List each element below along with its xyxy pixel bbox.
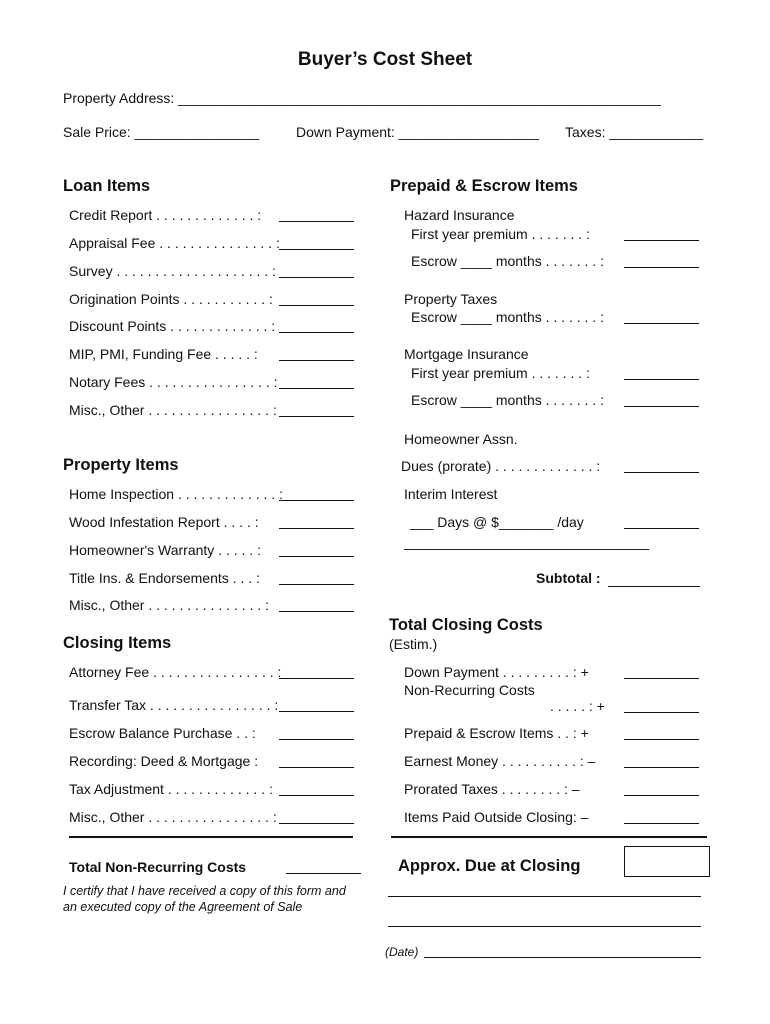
page-title: Buyer’s Cost Sheet (297, 49, 473, 70)
total-non-recurring-dots: . . . . . : + (550, 698, 605, 714)
tax-adjustment-amount-line[interactable] (279, 795, 354, 796)
closing-item-misc-other: Misc., Other . . . . . . . . . . . . . . . . : (69, 809, 277, 825)
property-items-heading: Property Items (63, 456, 179, 474)
loan-item-survey: Survey . . . . . . . . . . . . . . . . . . . . : (69, 263, 276, 279)
closing-item-recording: Recording: Deed & Mortgage : (69, 753, 259, 769)
survey-amount-line[interactable] (279, 277, 354, 278)
down-payment-field[interactable]: Down Payment: __________________ (296, 124, 539, 140)
subtotal-amount-line[interactable] (608, 586, 700, 587)
total-down-payment-amount-line[interactable] (624, 678, 699, 679)
closing-items-heading: Closing Items (63, 634, 172, 652)
mortgage-first-year-amount-line[interactable] (624, 379, 699, 380)
property-taxes-label: Property Taxes (404, 291, 498, 307)
origination-points-amount-line[interactable] (279, 305, 354, 306)
signature-line-1[interactable] (388, 896, 701, 897)
hazard-first-year-label: First year premium . . . . . . . : (411, 226, 590, 242)
total-down-payment-label: Down Payment . . . . . . . . . : + (404, 664, 589, 680)
closing-item-escrow-balance: Escrow Balance Purchase . . : (69, 725, 256, 741)
hazard-escrow-amount-line[interactable] (624, 267, 699, 268)
closing-item-tax-adjustment: Tax Adjustment . . . . . . . . . . . . . : (69, 781, 273, 797)
loan-item-notary-fees: Notary Fees . . . . . . . . . . . . . . . . : (69, 374, 278, 390)
approx-due-divider (391, 836, 707, 838)
mortgage-escrow-label: Escrow ____ months . . . . . . . : (411, 392, 604, 408)
interim-days-label[interactable]: ___ Days @ $_______ /day (410, 514, 584, 530)
appraisal-fee-amount-line[interactable] (279, 249, 354, 250)
certify-text-line-1: I certify that I have received a copy of this form and (63, 884, 346, 898)
total-non-recurring-label: Total Non-Recurring Costs (69, 859, 247, 875)
loan-item-misc-other: Misc., Other . . . . . . . . . . . . . . . . : (69, 402, 277, 418)
loan-item-appraisal-fee: Appraisal Fee . . . . . . . . . . . . . . . : (69, 235, 280, 251)
loan-item-discount-points: Discount Points . . . . . . . . . . . . . : (69, 318, 276, 334)
certify-text-line-2: an executed copy of the Agreement of Sale (63, 900, 303, 914)
earnest-money-label: Earnest Money . . . . . . . . . . : – (404, 753, 596, 769)
attorney-fee-amount-line[interactable] (279, 678, 354, 679)
sale-price-field[interactable]: Sale Price: ________________ (63, 124, 260, 140)
taxes-escrow-label: Escrow ____ months . . . . . . . : (411, 309, 604, 325)
estimated-label: (Estim.) (389, 636, 438, 652)
transfer-tax-amount-line[interactable] (279, 711, 354, 712)
property-item-title-insurance: Title Ins. & Endorsements . . . : (69, 570, 260, 586)
homeowners-warranty-amount-line[interactable] (279, 556, 354, 557)
interim-interest-amount-line[interactable] (624, 528, 699, 529)
dues-prorate-label: Dues (prorate) . . . . . . . . . . . . . : (401, 458, 601, 474)
mortgage-first-year-label: First year premium . . . . . . . : (411, 365, 590, 381)
homeowner-assn-label: Homeowner Assn. (404, 431, 518, 447)
date-label: (Date) (385, 945, 419, 959)
closing-misc-amount-line[interactable] (279, 823, 354, 824)
loan-misc-amount-line[interactable] (279, 416, 354, 417)
home-inspection-amount-line[interactable] (279, 500, 354, 501)
earnest-money-amount-line[interactable] (624, 767, 699, 768)
property-item-homeowners-warranty: Homeowner's Warranty . . . . . : (69, 542, 261, 558)
total-non-recurring-costs-label: Non-Recurring Costs (404, 682, 535, 698)
total-closing-costs-heading: Total Closing Costs (389, 616, 543, 634)
mip-pmi-amount-line[interactable] (279, 360, 354, 361)
taxes-field[interactable]: Taxes: ____________ (565, 124, 703, 140)
date-line[interactable] (424, 957, 701, 958)
discount-points-amount-line[interactable] (279, 332, 354, 333)
approx-due-amount-box[interactable] (624, 846, 710, 877)
mortgage-insurance-label: Mortgage Insurance (404, 346, 529, 362)
recording-amount-line[interactable] (279, 767, 354, 768)
subtotal-label: Subtotal : (536, 570, 601, 586)
closing-item-attorney-fee: Attorney Fee . . . . . . . . . . . . . . . . : (69, 664, 282, 680)
property-address-field[interactable]: Property Address: ______________________________________________________________ (63, 90, 661, 106)
title-insurance-amount-line[interactable] (279, 584, 354, 585)
signature-line-2[interactable] (388, 926, 701, 927)
total-prepaid-escrow-label: Prepaid & Escrow Items . . : + (404, 725, 589, 741)
notary-fees-amount-line[interactable] (279, 388, 354, 389)
interim-interest-label: Interim Interest (404, 486, 498, 502)
property-item-wood-infestation: Wood Infestation Report . . . . : (69, 514, 259, 530)
total-non-recurring-amount-line[interactable] (286, 873, 361, 874)
loan-items-heading: Loan Items (63, 177, 151, 195)
mortgage-escrow-amount-line[interactable] (624, 406, 699, 407)
subtotal-dash-line: –––––––––––––––––––––––––––––––––––– (404, 540, 649, 556)
dues-amount-line[interactable] (624, 472, 699, 473)
total-prepaid-amount-line[interactable] (624, 739, 699, 740)
escrow-balance-amount-line[interactable] (279, 739, 354, 740)
total-non-recurring-amount-line-right[interactable] (624, 712, 699, 713)
loan-item-credit-report: Credit Report . . . . . . . . . . . . . : (69, 207, 262, 223)
loan-item-origination-points: Origination Points . . . . . . . . . . . : (69, 291, 273, 307)
prepaid-escrow-heading: Prepaid & Escrow Items (390, 177, 578, 195)
property-item-home-inspection: Home Inspection . . . . . . . . . . . . . : (69, 486, 283, 502)
loan-item-mip-pmi: MIP, PMI, Funding Fee . . . . . : (69, 346, 258, 362)
prorated-taxes-amount-line[interactable] (624, 795, 699, 796)
hazard-first-year-amount-line[interactable] (624, 240, 699, 241)
items-paid-outside-amount-line[interactable] (624, 823, 699, 824)
closing-total-divider (69, 836, 353, 838)
approx-due-heading: Approx. Due at Closing (398, 857, 581, 875)
items-paid-outside-label: Items Paid Outside Closing: – (404, 809, 589, 825)
property-item-misc-other: Misc., Other . . . . . . . . . . . . . . . : (69, 597, 269, 613)
taxes-escrow-amount-line[interactable] (624, 323, 699, 324)
property-misc-amount-line[interactable] (279, 611, 354, 612)
wood-infestation-amount-line[interactable] (279, 528, 354, 529)
credit-report-amount-line[interactable] (279, 221, 354, 222)
hazard-insurance-label: Hazard Insurance (404, 207, 515, 223)
prorated-taxes-label: Prorated Taxes . . . . . . . . : – (404, 781, 580, 797)
closing-item-transfer-tax: Transfer Tax . . . . . . . . . . . . . . . . : (69, 697, 279, 713)
hazard-escrow-label: Escrow ____ months . . . . . . . : (411, 253, 604, 269)
